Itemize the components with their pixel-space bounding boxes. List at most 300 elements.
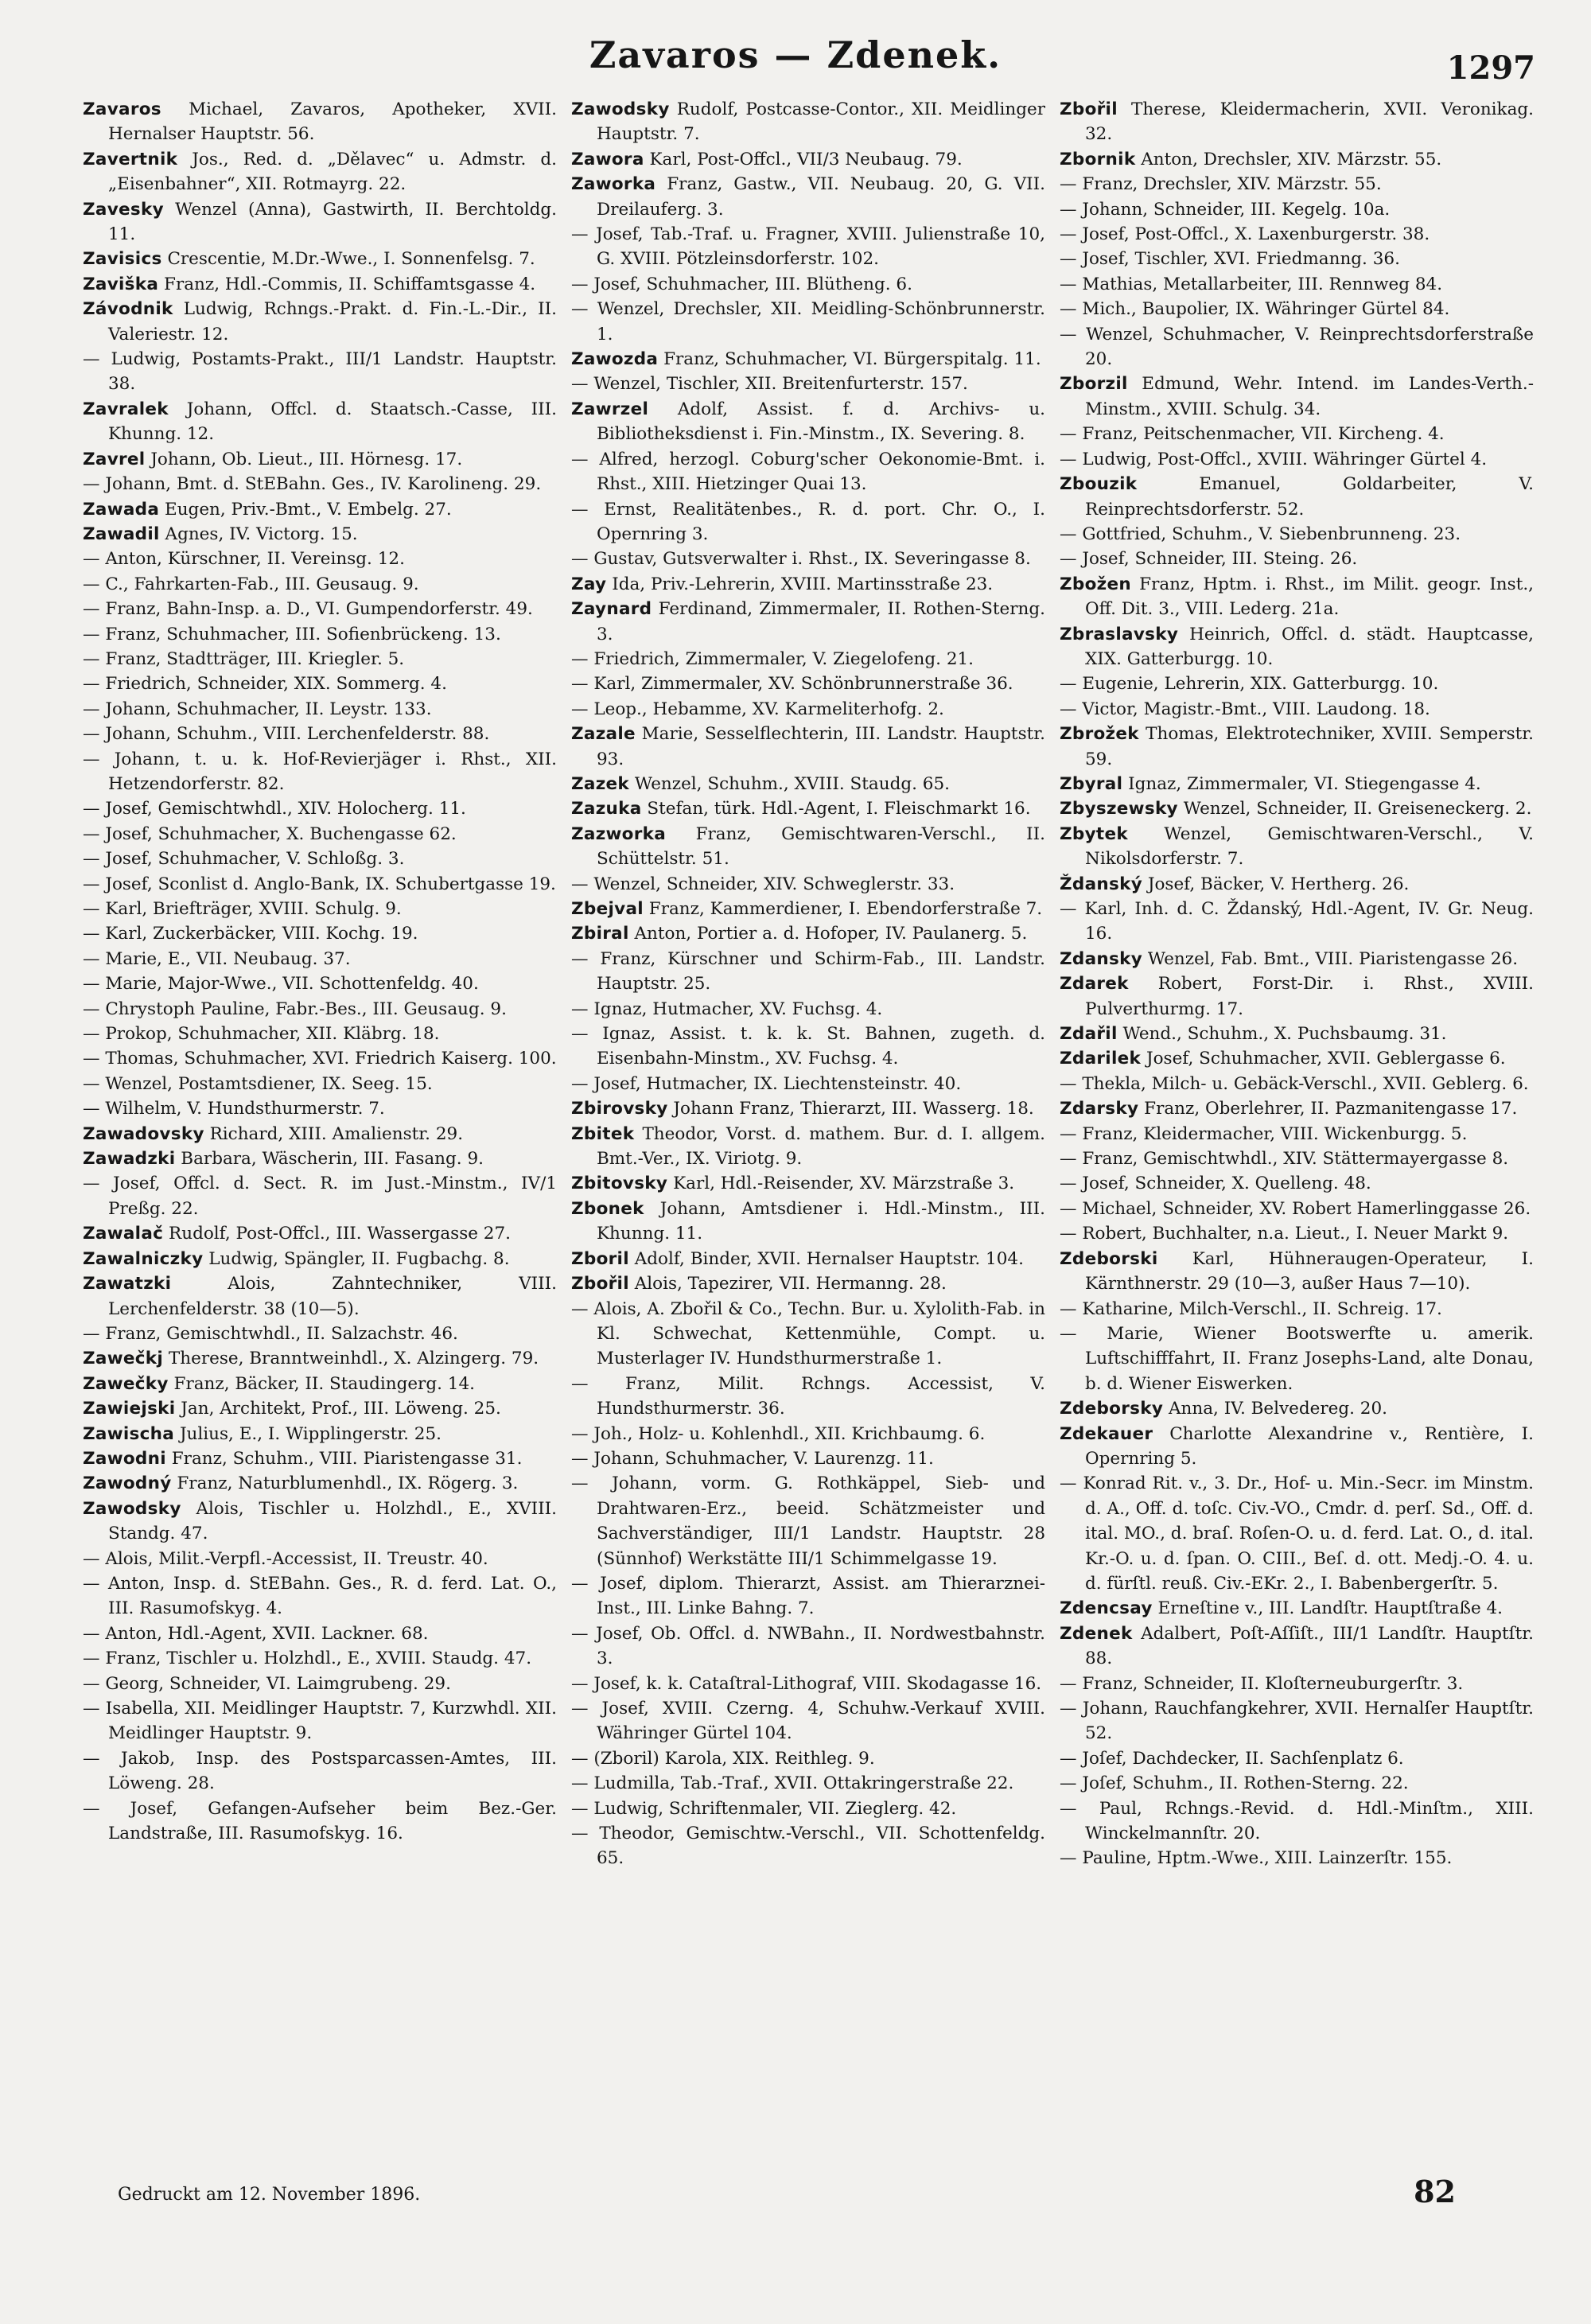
directory-entry bbox=[1060, 247, 1534, 271]
entry-surname: Zdeborski bbox=[1060, 1248, 1158, 1269]
entry-details: Stefan, türk. Hdl.-Agent, I. Fleischmarkt 16. bbox=[647, 799, 1031, 819]
entry-details: — Marie, Major-Wwe., VII. Schottenfeldg. 40. bbox=[83, 974, 479, 995]
entry-details: — Isabella, XII. Meidlinger Hauptstr. 7, Kurzwhdl. XII. Meidlinger Hauptstr. 9. bbox=[83, 1699, 557, 1744]
entry-surname: Zaviška bbox=[83, 274, 159, 294]
entry-details: Alois, Tischler u. Holzhdl., E., XVIII. Standg. 47. bbox=[108, 1498, 557, 1544]
entry-details: — Pauline, Hptm.-Wwe., XIII. Lainzerſtr. 155. bbox=[1060, 1848, 1453, 1869]
directory-entry bbox=[571, 1571, 1045, 1621]
entry-surname: Zbořil bbox=[1060, 99, 1118, 119]
directory-entry bbox=[83, 1346, 557, 1371]
directory-entry bbox=[571, 1122, 1045, 1172]
directory-entry bbox=[83, 1396, 557, 1421]
entry-details: — Anton, Kürschner, II. Vereinsg. 12. bbox=[83, 549, 405, 570]
directory-entry bbox=[571, 1422, 1045, 1446]
entry-surname: Zawatzki bbox=[83, 1274, 172, 1294]
directory-entry bbox=[571, 796, 1045, 821]
directory-entry bbox=[83, 672, 557, 696]
entry-surname: Zazale bbox=[571, 724, 636, 745]
entry-details: — Johann, Bmt. d. StEBahn. Ges., IV. Karolineng. 29. bbox=[83, 474, 542, 495]
entry-details: — Leop., Hebamme, XV. Karmeliterhofg. 2. bbox=[571, 699, 944, 719]
entry-surname: Zawodsky bbox=[571, 99, 670, 119]
entry-surname: Zaworka bbox=[571, 174, 656, 195]
entry-details: — Johann, Rauchfangkehrer, XVII. Hernalſer Hauptſtr. 52. bbox=[1060, 1699, 1534, 1744]
entry-details: — Marie, Wiener Bootswerfte u. amerik. Luftschifffahrt, II. Franz Josephs-Land, alte Donau, b. d. Wiener Eiswerken. bbox=[1060, 1323, 1534, 1394]
directory-entry bbox=[83, 297, 557, 347]
directory-entry bbox=[571, 222, 1045, 272]
directory-entry bbox=[571, 1197, 1045, 1247]
directory-entry bbox=[571, 97, 1045, 147]
entry-details: Agnes, IV. Victorg. 15. bbox=[165, 524, 358, 544]
directory-entry bbox=[1060, 1122, 1534, 1146]
entry-details: Emanuel, Goldarbeiter, V. Reinprechtsdorferstr. 52. bbox=[1085, 474, 1534, 520]
entry-surname: Zdansky bbox=[1060, 948, 1143, 969]
entry-details: Jos., Red. d. „Dělavec“ u. Admstr. d. „Eisenbahner“, XII. Rotmayrg. 22. bbox=[108, 149, 557, 195]
directory-entry bbox=[571, 647, 1045, 672]
directory-entry bbox=[1060, 1022, 1534, 1046]
directory-entry bbox=[1060, 272, 1534, 297]
entry-details: — Ludmilla, Tab.-Traf., XVII. Ottakringerstraße 22. bbox=[571, 1773, 1014, 1794]
entry-details: — Johann, Schuhmacher, II. Leystr. 133. bbox=[83, 699, 432, 719]
directory-entry bbox=[1060, 1197, 1534, 1221]
entry-details: — Joh., Holz- u. Kohlenhdl., XII. Krichbaumg. 6. bbox=[571, 1423, 986, 1444]
entry-details: — Johann, Schneider, III. Kegelg. 10a. bbox=[1060, 199, 1391, 220]
directory-entry bbox=[1060, 1096, 1534, 1121]
entry-details: — Joſef, Schuhm., II. Rothen-Sterng. 22. bbox=[1060, 1773, 1409, 1794]
entry-details: Adolf, Assist. f. d. Archivs- u. Bibliotheksdienst i. Fin.-Minstm., IX. Severing. 8. bbox=[597, 399, 1045, 445]
entry-details: Franz, Gemischtwaren-Verschl., II. Schüttelstr. 51. bbox=[597, 823, 1045, 870]
entry-details: Franz, Oberlehrer, II. Pazmanitengasse 17. bbox=[1144, 1099, 1518, 1119]
entry-details: — Mathias, Metallarbeiter, III. Rennweg 84. bbox=[1060, 274, 1443, 294]
directory-entry bbox=[571, 822, 1045, 872]
directory-entry bbox=[571, 447, 1045, 497]
directory-entry bbox=[83, 1646, 557, 1671]
directory-entry bbox=[571, 397, 1045, 447]
entry-details: — Ludwig, Postamts-Prakt., III/1 Landstr. Hauptstr. 38. bbox=[83, 349, 557, 395]
directory-entry bbox=[83, 971, 557, 996]
entry-surname: Zawodni bbox=[83, 1448, 166, 1469]
directory-entry bbox=[571, 1072, 1045, 1096]
entry-details: Charlotte Alexandrine v., Rentière, I. Opernring 5. bbox=[1085, 1423, 1534, 1469]
directory-entry bbox=[83, 897, 557, 921]
entry-surname: Zbirovsky bbox=[571, 1099, 668, 1119]
entry-details: Crescentie, M.Dr.-Wwe., I. Sonnenfelsg. 7. bbox=[167, 249, 535, 270]
directory-entry bbox=[1060, 1171, 1534, 1196]
entry-details: — Ernst, Realitätenbes., R. d. port. Chr. O., I. Opernring 3. bbox=[571, 499, 1045, 544]
entry-details: Julius, E., I. Wipplingerstr. 25. bbox=[179, 1423, 442, 1444]
directory-entry bbox=[571, 1171, 1045, 1196]
entry-details: — Anton, Hdl.-Agent, XVII. Lackner. 68. bbox=[83, 1623, 429, 1644]
directory-entry bbox=[83, 1022, 557, 1046]
entry-details: — Robert, Buchhalter, n.a. Lieut., I. Neuer Markt 9. bbox=[1060, 1224, 1509, 1244]
entry-details: — Ignaz, Hutmacher, XV. Fuchsg. 4. bbox=[571, 999, 883, 1019]
directory-entry bbox=[571, 1771, 1045, 1796]
entry-details: Johann Franz, Thierarzt, III. Wasserg. 18. bbox=[673, 1099, 1034, 1119]
directory-entry bbox=[83, 347, 557, 397]
directory-entry bbox=[83, 522, 557, 547]
entry-details: — Wenzel, Schuhmacher, V. Reinprechtsdorferstraße 20. bbox=[1060, 324, 1534, 370]
directory-entry bbox=[1060, 1797, 1534, 1847]
entry-details: Theodor, Vorst. d. mathem. Bur. d. I. allgem. Bmt.-Ver., IX. Viriotg. 9. bbox=[597, 1123, 1045, 1170]
entry-details: — Alfred, herzogl. Coburg'scher Oekonomie-Bmt. i. Rhst., XIII. Hietzinger Quai 13. bbox=[571, 449, 1045, 495]
directory-entry bbox=[1060, 322, 1534, 372]
entry-details: — Eugenie, Lehrerin, XIX. Gatterburgg. 10. bbox=[1060, 674, 1439, 695]
entry-details: — Franz, Peitschenmacher, VII. Kircheng. 4. bbox=[1060, 424, 1445, 445]
directory-entry bbox=[83, 1746, 557, 1797]
entry-details: — Josef, Ob. Offcl. d. NWBahn., II. Nordwestbahnstr. 3. bbox=[571, 1623, 1045, 1669]
entry-details: — Josef, Schuhmacher, V. Schloßg. 3. bbox=[83, 849, 405, 870]
entry-details: — Josef, Tab.-Traf. u. Fragner, XVIII. Julienstraße 10, G. XVIII. Pötzleinsdorferstr. 102. bbox=[571, 224, 1045, 270]
directory-entry bbox=[83, 1621, 557, 1646]
directory-entry bbox=[1060, 1422, 1534, 1472]
entry-surname: Zbytek bbox=[1060, 823, 1128, 844]
entry-surname: Zdencsay bbox=[1060, 1598, 1153, 1619]
directory-entry bbox=[1060, 1596, 1534, 1621]
entry-details: — Wenzel, Postamtsdiener, IX. Seeg. 15. bbox=[83, 1073, 433, 1094]
directory-entry bbox=[83, 272, 557, 297]
entry-details: Eugen, Priv.-Bmt., V. Embelg. 27. bbox=[165, 499, 452, 520]
entry-surname: Zboril bbox=[571, 1248, 629, 1269]
entry-surname: Zawada bbox=[83, 499, 160, 520]
entry-surname: Zdenek bbox=[1060, 1623, 1133, 1644]
entry-details: — Karl, Inh. d. C. Ždanský, Hdl.-Agent, IV. Gr. Neug. 16. bbox=[1060, 899, 1534, 944]
directory-entry bbox=[83, 147, 557, 197]
entry-details: Michael, Zavaros, Apotheker, XVII. Hernalser Hauptstr. 56. bbox=[108, 99, 557, 145]
entry-details: Jan, Architekt, Prof., III. Löweng. 25. bbox=[181, 1399, 501, 1419]
entry-details: Franz, Bäcker, II. Staudingerg. 14. bbox=[173, 1373, 475, 1394]
entry-details: Robert, Forst-Dir. i. Rhst., XVIII. Pulverthurmg. 17. bbox=[1085, 974, 1534, 1019]
entry-details: — Thekla, Milch- u. Gebäck-Verschl., XVII. Geblerg. 6. bbox=[1060, 1073, 1529, 1094]
entry-details: Karl, Post-Offcl., VII/3 Neubaug. 79. bbox=[649, 149, 963, 169]
directory-entry bbox=[83, 1672, 557, 1696]
entry-details: — Franz, Schuhmacher, III. Sofienbrückeng. 13. bbox=[83, 624, 501, 644]
entry-details: — Georg, Schneider, VI. Laimgrubeng. 29. bbox=[83, 1673, 451, 1694]
entry-details: — Josef, Offcl. d. Sect. R. im Just.-Minstm., IV/1 Preßg. 22. bbox=[83, 1174, 557, 1219]
entry-surname: Zawodný bbox=[83, 1473, 172, 1494]
entry-details: — Johann, t. u. k. Hof-Revierjäger i. Rhst., XII. Hetzendorferstr. 82. bbox=[83, 749, 557, 794]
directory-entry bbox=[1060, 1846, 1534, 1870]
entry-details: Barbara, Wäscherin, III. Fasang. 9. bbox=[181, 1149, 484, 1170]
directory-entry bbox=[83, 1072, 557, 1096]
directory-entry bbox=[83, 822, 557, 847]
directory-entry bbox=[83, 997, 557, 1022]
entry-details: Anton, Portier a. d. Hofoper, IV. Paulanerg. 5. bbox=[634, 924, 1028, 944]
entry-details: Alois, Tapezirer, VII. Hermanng. 28. bbox=[634, 1274, 947, 1294]
entry-details: Ludwig, Rchngs.-Prakt. d. Fin.-L.-Dir., II. Valeriestr. 12. bbox=[108, 299, 557, 345]
directory-entry bbox=[1060, 697, 1534, 722]
directory-entry bbox=[83, 1146, 557, 1171]
entry-details: — Jakob, Insp. des Postsparcassen-Amtes, III. Löweng. 28. bbox=[83, 1748, 557, 1794]
directory-entry bbox=[83, 1096, 557, 1121]
entry-details: Wenzel, Schuhm., XVIII. Staudg. 65. bbox=[634, 773, 950, 794]
directory-entry bbox=[83, 1696, 557, 1746]
directory-entry bbox=[83, 597, 557, 621]
entry-details: Adalbert, Poſt-Aſſiſt., III/1 Landſtr. Hauptſtr. 88. bbox=[1085, 1623, 1534, 1669]
entry-details: Josef, Bäcker, V. Hertherg. 26. bbox=[1147, 874, 1410, 894]
entry-details: — Karl, Zuckerbäcker, VIII. Kochg. 19. bbox=[83, 924, 418, 944]
directory-entry bbox=[571, 572, 1045, 597]
entry-details: — Franz, Tischler u. Holzhdl., E., XVIII. Staudg. 47. bbox=[83, 1649, 532, 1669]
entry-surname: Zavrel bbox=[83, 449, 146, 469]
entry-details: — Franz, Gemischtwhdl., II. Salzachstr. 46. bbox=[83, 1323, 458, 1344]
directory-entry bbox=[1060, 1221, 1534, 1246]
entry-details: — Franz, Kürschner und Schirm-Fab., III. Landstr. Hauptstr. 25. bbox=[571, 948, 1045, 995]
directory-entry bbox=[83, 247, 557, 271]
entry-surname: Zawiejski bbox=[83, 1399, 176, 1419]
directory-entry bbox=[571, 1696, 1045, 1746]
directory-entry bbox=[1060, 297, 1534, 321]
entry-details: — C., Fahrkarten-Fab., III. Geusaug. 9. bbox=[83, 574, 419, 594]
directory-entry bbox=[1060, 722, 1534, 772]
entry-details: — Josef, Sconlist d. Anglo-Bank, IX. Schubertgasse 19. bbox=[83, 874, 556, 894]
entry-details: — Josef, Hutmacher, IX. Liechtensteinstr. 40. bbox=[571, 1073, 962, 1094]
directory-entry bbox=[83, 622, 557, 647]
entry-details: — Franz, Milit. Rchngs. Accessist, V. Hundsthurmerstr. 36. bbox=[571, 1373, 1045, 1419]
entry-details: — Johann, Schuhmacher, V. Laurenzg. 11. bbox=[571, 1448, 934, 1469]
sheet-number: 82 bbox=[1414, 2174, 1456, 2209]
directory-entry bbox=[571, 1446, 1045, 1471]
entry-details: Ida, Priv.-Lehrerin, XVIII. Martinsstraße 23. bbox=[612, 574, 994, 594]
entry-surname: Zbraslavsky bbox=[1060, 624, 1179, 644]
directory-entry bbox=[83, 872, 557, 897]
directory-entry bbox=[1060, 822, 1534, 872]
entry-details: Franz, Hptm. i. Rhst., im Milit. geogr. Inst., Off. Dit. 3., VIII. Lederg. 21a. bbox=[1085, 574, 1534, 620]
entry-details: — Josef, k. k. Cataſtral-Lithograf, VIII. Skodagasse 16. bbox=[571, 1673, 1042, 1694]
entry-surname: Zbyral bbox=[1060, 773, 1123, 794]
directory-entry bbox=[571, 772, 1045, 796]
directory-entry bbox=[571, 1621, 1045, 1672]
entry-details: Franz, Schuhmacher, VI. Bürgerspitalg. 11. bbox=[663, 349, 1041, 370]
directory-entry bbox=[571, 1797, 1045, 1821]
directory-entry bbox=[1060, 1146, 1534, 1171]
entry-details: Johann, Ob. Lieut., III. Hörnesg. 17. bbox=[150, 449, 463, 469]
entry-details: Erneſtine v., III. Landſtr. Hauptſtraße 4. bbox=[1157, 1598, 1503, 1619]
entry-details: Ignaz, Zimmermaler, VI. Stiegengasse 4. bbox=[1128, 773, 1481, 794]
directory-entry bbox=[1060, 872, 1534, 897]
directory-entry bbox=[1060, 522, 1534, 547]
entry-details: — Franz, Kleidermacher, VIII. Wickenburgg. 5. bbox=[1060, 1123, 1468, 1144]
directory-entry bbox=[83, 647, 557, 672]
entry-details: Heinrich, Offcl. d. städt. Hauptcasse, XIX. Gatterburgg. 10. bbox=[1085, 624, 1534, 669]
entry-surname: Zawrzel bbox=[571, 399, 649, 419]
directory-entry bbox=[83, 796, 557, 821]
entry-surname: Zawozda bbox=[571, 349, 659, 370]
entry-surname: Zawodsky bbox=[83, 1498, 181, 1519]
print-date: Gedruckt am 12. November 1896. bbox=[118, 2185, 421, 2205]
entry-surname: Zawadil bbox=[83, 524, 160, 544]
entry-details: — Chrystoph Pauline, Fabr.-Bes., III. Geusaug. 9. bbox=[83, 999, 507, 1019]
entry-surname: Ždanský bbox=[1060, 874, 1143, 894]
directory-entry bbox=[1060, 1297, 1534, 1322]
entry-details: — Marie, E., VII. Neubaug. 37. bbox=[83, 948, 351, 969]
entry-details: — Wilhelm, V. Hundsthurmerstr. 7. bbox=[83, 1099, 385, 1119]
entry-surname: Závodnik bbox=[83, 299, 173, 320]
directory-entry bbox=[83, 1221, 557, 1246]
entry-details: — Paul, Rchngs.-Revid. d. Hdl.-Minſtm., XIII. Winckelmannſtr. 20. bbox=[1060, 1798, 1534, 1844]
directory-entry bbox=[83, 397, 557, 447]
entry-details: Richard, XIII. Amalienstr. 29. bbox=[209, 1123, 464, 1144]
entry-surname: Zazworka bbox=[571, 823, 667, 844]
directory-entry bbox=[1060, 172, 1534, 197]
entry-details: Wenzel, Schneider, II. Greiseneckerg. 2. bbox=[1183, 799, 1532, 819]
directory-entry bbox=[571, 1247, 1045, 1271]
directory-entry bbox=[1060, 772, 1534, 796]
entry-details: — Josef, XVIII. Czerng. 4, Schuhw.-Verkauf XVIII. Währinger Gürtel 104. bbox=[571, 1699, 1045, 1744]
entry-surname: Zbouzik bbox=[1060, 474, 1138, 495]
entry-surname: Zavesky bbox=[83, 199, 164, 220]
entry-surname: Zavralek bbox=[83, 399, 169, 419]
directory-entry bbox=[83, 447, 557, 472]
column-2 bbox=[571, 97, 1045, 2166]
directory-entry bbox=[83, 1046, 557, 1071]
entry-details: — Karl, Zimmermaler, XV. Schönbrunnerstraße 36. bbox=[571, 674, 1013, 695]
directory-entry bbox=[571, 597, 1045, 647]
entry-details: — Ludwig, Schriftenmaler, VII. Zieglerg. 42. bbox=[571, 1798, 957, 1819]
directory-entry bbox=[83, 497, 557, 522]
directory-entry bbox=[1060, 1746, 1534, 1771]
entry-details: — Josef, Tischler, XVI. Friedmanng. 36. bbox=[1060, 249, 1400, 270]
column-3 bbox=[1060, 97, 1534, 2166]
directory-entry bbox=[83, 921, 557, 946]
entry-details: — Mich., Baupolier, IX. Währinger Gürtel 84. bbox=[1060, 299, 1450, 320]
directory-entry bbox=[571, 921, 1045, 946]
directory-entry bbox=[571, 1746, 1045, 1771]
entry-details: — Josef, Schneider, III. Steing. 26. bbox=[1060, 549, 1358, 570]
directory-entry bbox=[83, 1271, 557, 1322]
entry-details: — Josef, diplom. Thierarzt, Assist. am Thierarznei-Inst., III. Linke Bahng. 7. bbox=[571, 1573, 1045, 1619]
entry-details: Marie, Sesselflechterin, III. Landstr. Hauptstr. 93. bbox=[597, 724, 1045, 769]
entry-details: — Franz, Bahn-Insp. a. D., VI. Gumpendorferstr. 49. bbox=[83, 599, 533, 620]
entry-surname: Zbožen bbox=[1060, 574, 1131, 594]
entry-surname: Zbonek bbox=[571, 1198, 644, 1219]
directory-entry bbox=[83, 1122, 557, 1146]
entry-details: Therese, Branntweinhdl., X. Alzingerg. 79. bbox=[168, 1349, 539, 1369]
entry-details: — (Zboril) Karola, XIX. Reithleg. 9. bbox=[571, 1748, 875, 1769]
directory-entry bbox=[1060, 197, 1534, 222]
entry-details: Anton, Drechsler, XIV. Märzstr. 55. bbox=[1141, 149, 1442, 169]
entry-surname: Zbořil bbox=[571, 1274, 629, 1294]
directory-entry bbox=[1060, 1696, 1534, 1746]
directory-entry bbox=[83, 1797, 557, 1847]
entry-surname: Zdekauer bbox=[1060, 1423, 1153, 1444]
directory-entry bbox=[571, 347, 1045, 372]
entry-details: — Franz, Gemischtwhdl., XIV. Stättermayergasse 8. bbox=[1060, 1149, 1509, 1170]
entry-details: — Wenzel, Schneider, XIV. Schweglerstr. 33. bbox=[571, 874, 955, 894]
directory-entry bbox=[1060, 897, 1534, 947]
entry-surname: Zawora bbox=[571, 149, 644, 169]
directory-entry bbox=[571, 947, 1045, 997]
column-1 bbox=[83, 97, 557, 2166]
entry-details: — Josef, Gefangen-Aufseher beim Bez.-Ger. Landstraße, III. Rasumofskyg. 16. bbox=[83, 1798, 557, 1844]
entry-details: — Gustav, Gutsverwalter i. Rhst., IX. Severingasse 8. bbox=[571, 549, 1031, 570]
entry-details: Karl, Hühneraugen-Operateur, I. Kärnthnerstr. 29 (10—3, außer Haus 7—10). bbox=[1085, 1248, 1534, 1294]
directory-entry bbox=[1060, 1471, 1534, 1596]
entry-details: — Ignaz, Assist. t. k. k. St. Bahnen, zugeth. d. Eisenbahn-Minstm., XV. Fuchsg. 4. bbox=[571, 1024, 1045, 1069]
directory-entry bbox=[83, 1547, 557, 1571]
entry-details: — Konrad Rit. v., 3. Dr., Hof- u. Min.-Secr. im Minstm. d. A., Off. d. toſc. Civ.-VO., Cmdr. d. perſ. Sd., Off. d. ital. MO., d. braſ. Roſen-O. u. d. ferd. Lat. O., d. ital. Kr.-O. u. d. ſpan. O. CIII., Beſ. d. ott. Medj.-O. 4. u. d. fürſtl. reuß. Civ.-EKr. 2., I. Babenbergerſtr. 5. bbox=[1060, 1473, 1534, 1594]
entry-surname: Zawečky bbox=[83, 1373, 169, 1394]
directory-entry bbox=[1060, 1672, 1534, 1696]
entry-details: Rudolf, Postcasse-Contor., XII. Meidlinger Hauptstr. 7. bbox=[597, 99, 1045, 145]
entry-surname: Zdarsky bbox=[1060, 1099, 1139, 1119]
directory-entry bbox=[1060, 1771, 1534, 1796]
entry-surname: Zawadzki bbox=[83, 1149, 176, 1170]
directory-entry bbox=[571, 1096, 1045, 1121]
entry-details: — Friedrich, Zimmermaler, V. Ziegelofeng. 21. bbox=[571, 648, 974, 669]
entry-details: — Theodor, Gemischtw.-Verschl., VII. Schottenfeldg. 65. bbox=[571, 1824, 1045, 1869]
directory-entry bbox=[83, 1497, 557, 1547]
entry-details: Edmund, Wehr. Intend. im Landes-Verth.-Minstm., XVIII. Schulg. 34. bbox=[1085, 374, 1534, 419]
entry-surname: Zawadovsky bbox=[83, 1123, 204, 1144]
entry-surname: Zbitek bbox=[571, 1123, 635, 1144]
entry-surname: Zdarek bbox=[1060, 974, 1129, 995]
entry-details: — Josef, Schneider, X. Quelleng. 48. bbox=[1060, 1174, 1371, 1194]
directory-entry bbox=[83, 472, 557, 496]
entry-surname: Zbornik bbox=[1060, 149, 1136, 169]
entry-surname: Zborzil bbox=[1060, 374, 1128, 395]
directory-entry bbox=[571, 547, 1045, 571]
directory-entry bbox=[571, 297, 1045, 347]
entry-details: Wend., Schuhm., X. Puchsbaumg. 31. bbox=[1122, 1024, 1447, 1045]
directory-entry bbox=[83, 722, 557, 746]
entry-details: Franz, Kammerdiener, I. Ebendorferstraße 7. bbox=[648, 899, 1043, 919]
entry-surname: Zawalniczky bbox=[83, 1248, 204, 1269]
entry-details: Johann, Amtsdiener i. Hdl.-Minstm., III. Khunng. 11. bbox=[597, 1198, 1045, 1244]
entry-details: — Alois, Milit.-Verpfl.-Accessist, II. Treustr. 40. bbox=[83, 1548, 488, 1569]
entry-surname: Zbiral bbox=[571, 924, 629, 944]
entry-details: Alois, Zahntechniker, VIII. Lerchenfelderstr. 38 (10—5). bbox=[108, 1274, 557, 1319]
page-title: Zavaros — Zdenek. bbox=[589, 33, 1002, 76]
entry-details: Franz, Gastw., VII. Neubaug. 20, G. VII. Dreilauferg. 3. bbox=[597, 174, 1045, 220]
entry-details: Adolf, Binder, XVII. Hernalser Hauptstr. 104. bbox=[634, 1248, 1024, 1269]
directory-entry bbox=[1060, 622, 1534, 672]
entry-details: — Franz, Schneider, II. Kloſterneuburgerſtr. 3. bbox=[1060, 1673, 1464, 1694]
entry-details: — Ludwig, Post-Offcl., XVIII. Währinger Gürtel 4. bbox=[1060, 449, 1488, 469]
entry-details: — Josef, Schuhmacher, III. Blütheng. 6. bbox=[571, 274, 912, 294]
entry-details: — Prokop, Schuhmacher, XII. Kläbrg. 18. bbox=[83, 1024, 440, 1045]
entry-details: Wenzel, Fab. Bmt., VIII. Piaristengasse 26. bbox=[1147, 948, 1519, 969]
directory-entry bbox=[83, 697, 557, 722]
entry-details: Josef, Schuhmacher, XVII. Geblergasse 6. bbox=[1146, 1049, 1506, 1069]
entry-surname: Zdeborsky bbox=[1060, 1399, 1164, 1419]
directory-entry bbox=[83, 1422, 557, 1446]
directory-entry bbox=[1060, 1322, 1534, 1396]
directory-entry bbox=[571, 1372, 1045, 1422]
directory-entry bbox=[83, 847, 557, 871]
directory-columns bbox=[83, 97, 1534, 2166]
directory-entry bbox=[83, 947, 557, 971]
entry-details: — Johann, Schuhm., VIII. Lerchenfelderstr. 88. bbox=[83, 724, 490, 745]
entry-surname: Zawečkj bbox=[83, 1349, 164, 1369]
directory-entry bbox=[571, 1022, 1045, 1072]
entry-details: Wenzel, Gemischtwaren-Verschl., V. Nikolsdorferstr. 7. bbox=[1085, 823, 1534, 870]
entry-details: — Josef, Schuhmacher, X. Buchengasse 62. bbox=[83, 823, 457, 844]
entry-surname: Zdarilek bbox=[1060, 1049, 1142, 1069]
directory-entry bbox=[571, 272, 1045, 297]
directory-entry bbox=[83, 1471, 557, 1496]
directory-entry bbox=[1060, 947, 1534, 971]
directory-entry bbox=[571, 897, 1045, 921]
entry-details: Anna, IV. Belvedereg. 20. bbox=[1168, 1399, 1388, 1419]
directory-entry bbox=[1060, 422, 1534, 446]
directory-entry bbox=[571, 722, 1045, 772]
entry-details: — Anton, Insp. d. StEBahn. Ges., R. d. ferd. Lat. O., III. Rasumofskyg. 4. bbox=[83, 1573, 557, 1619]
entry-surname: Zaynard bbox=[571, 599, 652, 620]
entry-details: — Michael, Schneider, XV. Robert Hamerlinggasse 26. bbox=[1060, 1198, 1531, 1219]
directory-entry bbox=[571, 1672, 1045, 1696]
entry-details: Franz, Naturblumenhdl., IX. Rögerg. 3. bbox=[177, 1473, 519, 1494]
directory-entry bbox=[83, 547, 557, 571]
directory-entry bbox=[571, 697, 1045, 722]
